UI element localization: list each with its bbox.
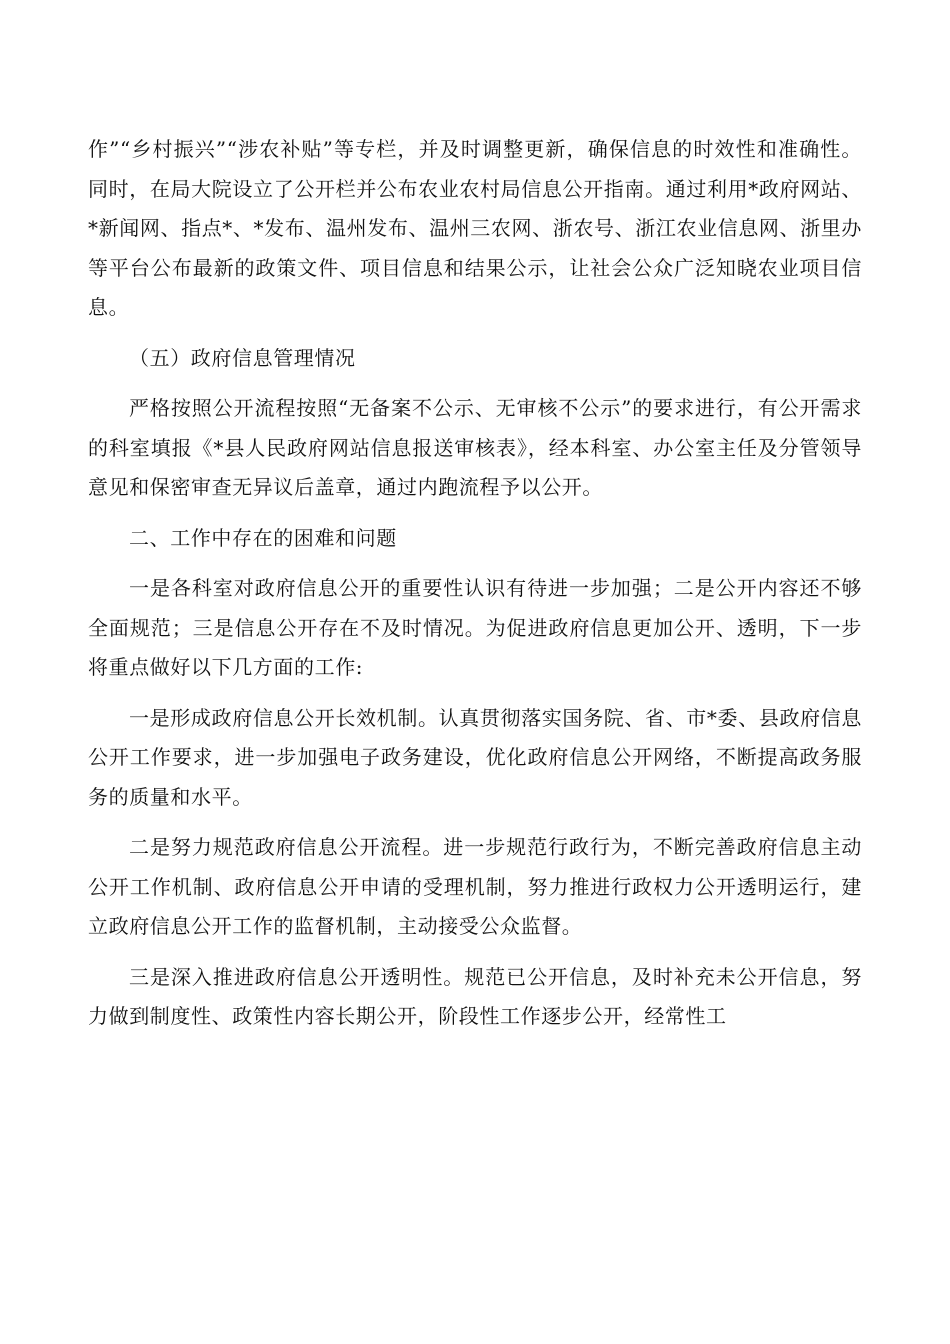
section-heading-government-info-management: （五）政府信息管理情况 — [129, 345, 356, 370]
section-heading-difficulties-and-problems: 二、工作中存在的困难和问题 — [129, 525, 397, 550]
paragraph-standardize-process: 二是努力规范政府信息公开流程。进一步规范行政行为，不断完善政府信息主动公开工作机制、政府信息公开申请的受理机制，努力推进行政权力公开透明运行，建立政府信息公开工作的监督机制，主动接受公众监督。 — [88, 835, 862, 938]
paragraph-disclosure-process: 严格按照公开流程按照“无备案不公示、无审核不公示”的要求进行，有公开需求的科室填报《*县人民政府网站信息报送审核表》，经本科室、办公室主任及分管领导意见和保密审查无异议后盖章，通过内跑流程予以公开。 — [88, 396, 862, 499]
paragraph-continuation: 作”“乡村振兴”“涉农补贴”等专栏，并及时调整更新，确保信息的时效性和准确性。同时，在局大院设立了公开栏并公布农业农村局信息公开指南。通过利用*政府网站、*新闻网、指点*、*发布、温州发布、温州三农网、浙农号、浙江农业信息网、浙里办等平台公布最新的政策文件、项目信息和结果公示，让社会公众广泛知晓农业项目信息。 — [88, 137, 862, 319]
paragraph-long-term-mechanism: 一是形成政府信息公开长效机制。认真贯彻落实国务院、省、市*委、县政府信息公开工作要求，进一步加强电子政务建设，优化政府信息公开网络，不断提高政务服务的质量和水平。 — [88, 705, 862, 809]
paragraph-transparency: 三是深入推进政府信息公开透明性。规范已公开信息，及时补充未公开信息，努力做到制度性、政策性内容长期公开，阶段性工作逐步公开，经常性工 — [88, 964, 862, 1028]
document-page — [88, 130, 862, 1048]
paragraph-problems-summary: 一是各科室对政府信息公开的重要性认识有待进一步加强；二是公开内容还不够全面规范；三是信息公开存在不及时情况。为促进政府信息更加公开、透明，下一步将重点做好以下几方面的工作: — [88, 576, 862, 679]
